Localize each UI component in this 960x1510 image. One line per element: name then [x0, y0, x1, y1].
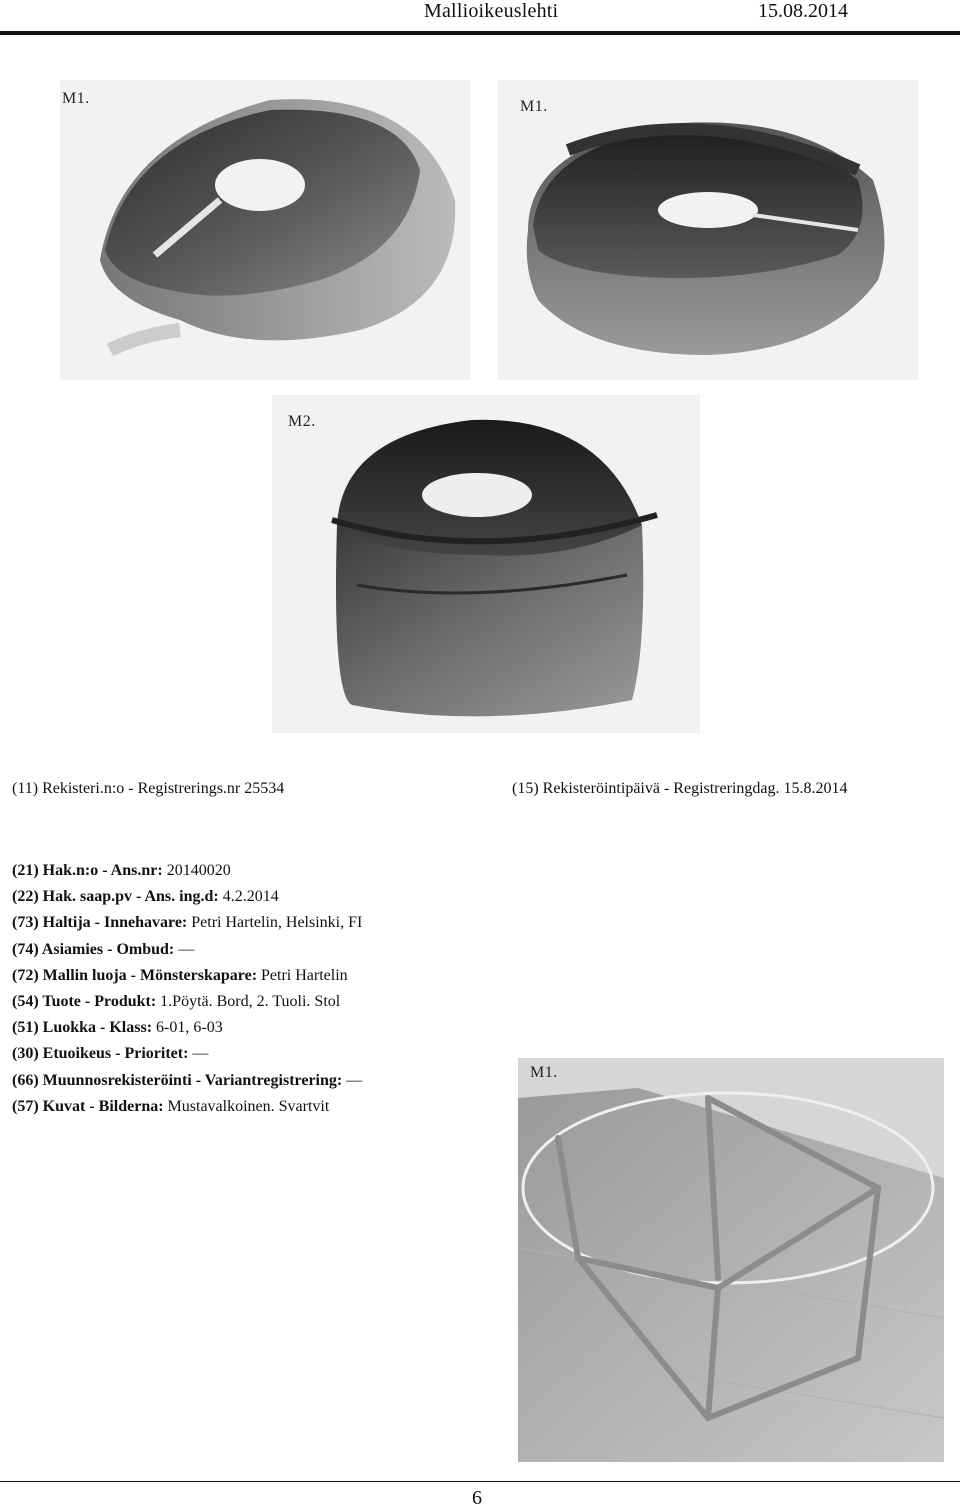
page-header: [0, 0, 960, 34]
registration-fields: [12, 858, 482, 1120]
field-images: (57) Kuvat - Bilderna: Mustavalkoinen. Svartvit: [12, 1097, 330, 1115]
page-number: 6: [472, 1487, 482, 1509]
publication-title: Mallioikeuslehti: [424, 0, 559, 22]
header-rule: [0, 31, 960, 35]
publication-date: 15.08.2014: [758, 0, 848, 22]
cushion-illustration: [498, 80, 918, 380]
design-photo-m1-left: [60, 80, 470, 380]
glass-table-illustration: [518, 1058, 944, 1462]
registration-date: (15) Rekisteröintipäivä - Registreringdag. 15.8.2014: [512, 780, 848, 797]
design-photo-m1-table: [518, 1058, 944, 1462]
photo-label: M1.: [62, 90, 90, 107]
field-designer: (72) Mallin luoja - Mönsterskapare: Petri Hartelin: [12, 966, 348, 984]
registration-number: (11) Rekisteri.n:o - Registrerings.nr 25534: [12, 780, 285, 797]
field-variant-registration: (66) Muunnosrekisteröinti - Variantregistrering: —: [12, 1071, 363, 1089]
design-photo-m2: [272, 395, 700, 733]
design-photo-m1-right: [498, 80, 918, 380]
field-class: (51) Luokka - Klass: 6-01, 6-03: [12, 1019, 223, 1037]
field-application-number: (21) Hak.n:o - Ans.nr: 20140020: [12, 862, 231, 879]
field-agent: (74) Asiamies - Ombud: —: [12, 940, 195, 958]
photo-label: M2.: [288, 413, 316, 430]
field-product: (54) Tuote - Produkt: 1.Pöytä. Bord, 2. Tuoli. Stol: [12, 993, 341, 1011]
footer-rule: [0, 1481, 960, 1482]
pouf-illustration: [272, 395, 700, 733]
field-priority: (30) Etuoikeus - Prioritet: —: [12, 1045, 209, 1063]
photo-label: M1.: [530, 1064, 558, 1081]
photo-label: M1.: [520, 98, 548, 115]
field-owner: (73) Haltija - Innehavare: Petri Hartelin, Helsinki, FI: [12, 914, 363, 932]
cushion-illustration: [60, 80, 470, 380]
field-filing-date: (22) Hak. saap.pv - Ans. ing.d: 4.2.2014: [12, 888, 279, 906]
